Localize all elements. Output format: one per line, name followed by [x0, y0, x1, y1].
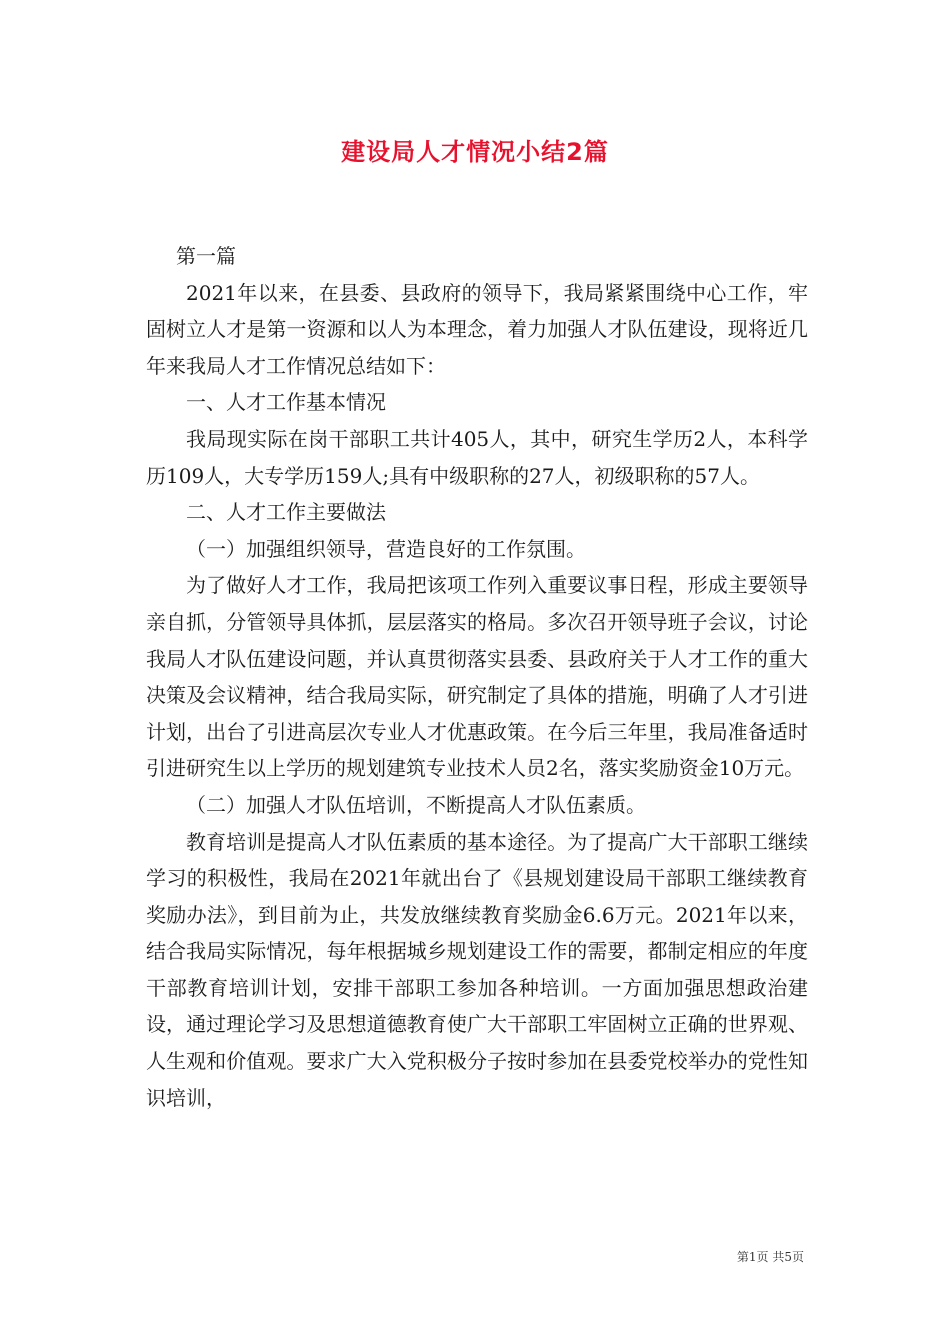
heading-basic-situation: 一、人才工作基本情况: [186, 390, 386, 415]
section-label: 第一篇: [176, 244, 236, 268]
paragraph-intro: 2021年以来，在县委、县政府的领导下，我局紧紧围绕中心工作，牢固树立人才是第一资源和以人为本理念，着力加强人才队伍建设，现将近几年来我局人才工作情况总结如下：: [146, 280, 808, 378]
paragraph-training: 教育培训是提高人才队伍素质的基本途径。为了提高广大干部职工继续学习的积极性，我局在2021年就出台了《县规划建设局干部职工继续教育奖励办法》，到目前为止，共发放继续教育奖励金6.6万元。2021年以来，结合我局实际情况，每年根据城乡规划建设工作的需要，都制定相应的年度干部教育培训计划，安排干部职工参加各种培训。一方面加强思想政治建设，通过理论学习及思想道德教育使广大干部职工牢固树立正确的世界观、人生观和价值观。要求广大入党积极分子按时参加在县委党校举办的党性知识培训，: [146, 829, 808, 1110]
subheading-training: （二）加强人才队伍培训，不断提高人才队伍素质。: [186, 792, 646, 817]
heading-main-practices: 二、人才工作主要做法: [186, 500, 386, 525]
document-body: [146, 238, 808, 1116]
page-number: 第1页 共5页: [736, 1250, 804, 1264]
subheading-organization: （一）加强组织领导，营造良好的工作氛围。: [186, 536, 586, 561]
paragraph-staff-stats: 我局现实际在岗干部职工共计405人，其中，研究生学历2人，本科学历109人，大专学历159人;具有中级职称的27人，初级职称的57人。: [146, 426, 808, 488]
document-title: 建设局人才情况小结2篇: [341, 138, 609, 166]
paragraph-organization: 为了做好人才工作，我局把该项工作列入重要议事日程，形成主要领导亲自抓，分管领导具体抓，层层落实的格局。多次召开领导班子会议，讨论我局人才队伍建设问题，并认真贯彻落实县委、县政府关于人才工作的重大决策及会议精神，结合我局实际，研究制定了具体的措施，明确了人才引进计划，出台了引进高层次专业人才优惠政策。在今后三年里，我局准备适时引进研究生以上学历的规划建筑专业技术人员2名，落实奖励资金10万元。: [146, 573, 808, 781]
